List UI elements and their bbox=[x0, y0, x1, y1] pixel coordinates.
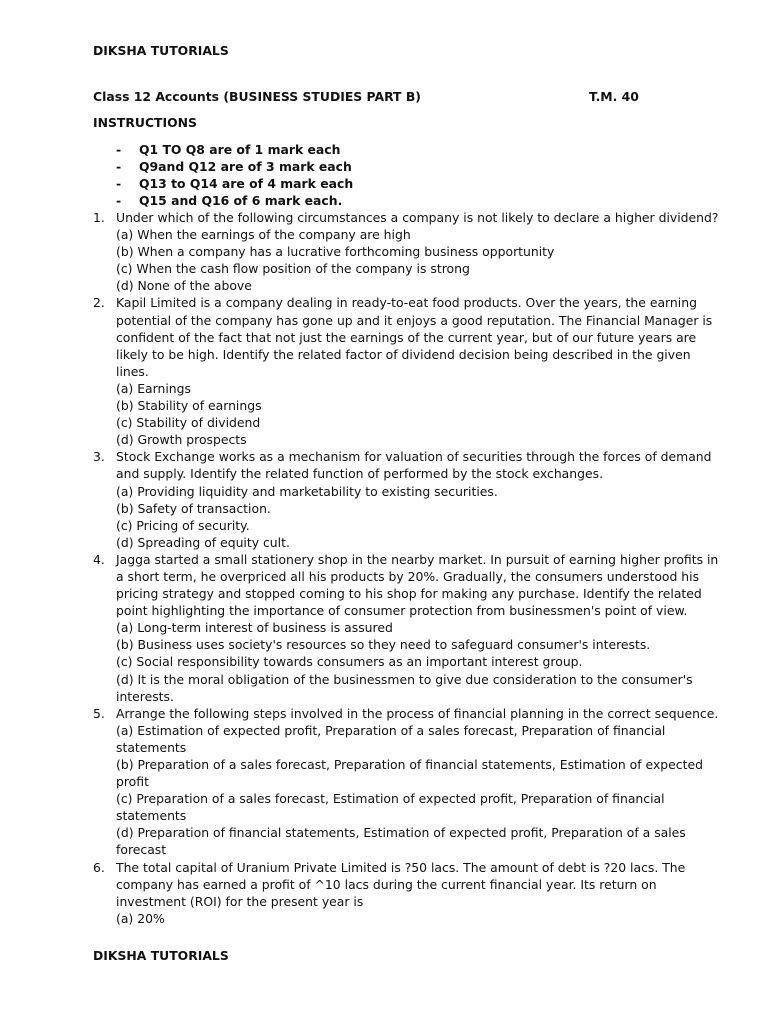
question-item bbox=[93, 209, 719, 294]
instructions-list bbox=[116, 141, 353, 209]
question-text-line: pricing strategy and stopped coming to his shop for making any purchase. Identify the related bbox=[116, 586, 702, 602]
instruction-item bbox=[116, 141, 353, 158]
question-number: 2. bbox=[93, 295, 105, 311]
instruction-text: Q9and Q12 are of 3 mark each bbox=[139, 159, 352, 175]
answer-option: (b) Preparation of a sales forecast, Preparation of financial statements, Estimation of expected bbox=[116, 757, 703, 772]
question-item bbox=[93, 294, 713, 448]
answer-option: forecast bbox=[116, 842, 167, 858]
answer-option: (c) Social responsibility towards consumers as an important interest group. bbox=[116, 654, 583, 670]
answer-option: (c) Stability of dividend bbox=[116, 415, 261, 431]
bullet-dash: - bbox=[116, 159, 122, 175]
answer-option: (b) Stability of earnings bbox=[116, 398, 262, 414]
question-item bbox=[93, 551, 719, 705]
answer-option: (c) When the cash flow position of the company is strong bbox=[116, 261, 470, 277]
answer-option: (d) Spreading of equity cult. bbox=[116, 534, 290, 550]
question-text-line: confident of the fact that not just the earnings of the current year, but of our future years are bbox=[116, 329, 697, 345]
question-text-line: Under which of the following circumstances a company is not likely to declare a higher dividend? bbox=[116, 210, 719, 225]
question-number: 6. bbox=[93, 859, 105, 875]
test-marks: T.M. 40 bbox=[589, 89, 639, 104]
instruction-text: Q1 TO Q8 are of 1 mark each bbox=[139, 142, 341, 157]
question-number: 4. bbox=[93, 551, 105, 567]
question-text-line: Kapil Limited is a company dealing in ready-to-eat food products. Over the years, the earning bbox=[116, 295, 697, 311]
question-text-line: and supply. Identify the related function of performed by the stock exchanges. bbox=[116, 466, 604, 482]
answer-option: (c) Preparation of a sales forecast, Estimation of expected profit, Preparation of financial bbox=[116, 791, 665, 807]
question-text-line: The total capital of Uranium Private Limited is ?50 lacs. The amount of debt is ?20 lacs. The bbox=[116, 859, 686, 875]
answer-option: (d) It is the moral obligation of the businessmen to give due consideration to the consumer's bbox=[116, 671, 693, 687]
question-number: 3. bbox=[93, 449, 105, 465]
question-item bbox=[93, 859, 693, 927]
answer-option: (a) 20% bbox=[116, 910, 165, 926]
page-header: DIKSHA TUTORIALS bbox=[93, 43, 229, 58]
question-text-line: Arrange the following steps involved in the process of financial planning in the correct sequence. bbox=[116, 705, 719, 721]
answer-option: (a) Earnings bbox=[116, 380, 191, 396]
question-text-line: point highlighting the importance of consumer protection from businessmen's point of view. bbox=[116, 603, 688, 619]
instruction-item bbox=[116, 158, 353, 175]
question-item bbox=[93, 705, 719, 859]
question-text-line: potential of the company has gone up and it enjoys a good reputation. The Financial Manager is bbox=[116, 312, 713, 328]
instruction-item bbox=[116, 175, 353, 192]
page-footer: DIKSHA TUTORIALS bbox=[93, 948, 229, 963]
answer-option: (b) When a company has a lucrative forthcoming business opportunity bbox=[116, 244, 555, 260]
question-item bbox=[93, 448, 712, 551]
answer-option: interests. bbox=[116, 688, 174, 704]
answer-option: (a) When the earnings of the company are high bbox=[116, 227, 411, 243]
question-text-line: a short term, he overpriced all his products by 20%. Gradually, the consumers understood his bbox=[116, 568, 700, 584]
question-text-line: likely to be high. Identify the related factor of dividend decision being described in the given bbox=[116, 346, 691, 362]
answer-option: (d) None of the above bbox=[116, 278, 252, 294]
bullet-dash: - bbox=[116, 193, 122, 209]
answer-option: (a) Long-term interest of business is assured bbox=[116, 620, 393, 636]
instruction-item bbox=[116, 192, 353, 209]
question-text-line: company has earned a profit of ^10 lacs during the current financial year. Its return on bbox=[116, 876, 657, 892]
class-title: Class 12 Accounts (BUSINESS STUDIES PART B) bbox=[93, 89, 421, 104]
question-number: 5. bbox=[93, 705, 105, 721]
question-text-line: Stock Exchange works as a mechanism for valuation of securities through the forces of demand bbox=[116, 449, 712, 465]
answer-option: statements bbox=[116, 739, 187, 755]
question-list bbox=[93, 209, 719, 927]
question-number: 1. bbox=[93, 210, 105, 225]
answer-option: (a) Estimation of expected profit, Preparation of a sales forecast, Preparation of financial bbox=[116, 722, 666, 738]
answer-option: statements bbox=[116, 808, 187, 824]
bullet-dash: - bbox=[116, 176, 122, 192]
question-text-line: Jagga started a small stationery shop in the nearby market. In pursuit of earning higher profits in bbox=[116, 551, 719, 567]
question-text-line: investment (ROI) for the present year is bbox=[116, 893, 364, 909]
answer-option: (b) Safety of transaction. bbox=[116, 500, 271, 516]
answer-option: profit bbox=[116, 774, 149, 790]
instruction-text: Q13 to Q14 are of 4 mark each bbox=[139, 176, 354, 192]
question-text-line: lines. bbox=[116, 363, 149, 379]
answer-option: (c) Pricing of security. bbox=[116, 517, 250, 533]
bullet-dash: - bbox=[116, 142, 122, 157]
instruction-text: Q15 and Q16 of 6 mark each. bbox=[139, 193, 343, 209]
answer-option: (b) Business uses society's resources so they need to safeguard consumer's interests. bbox=[116, 637, 651, 653]
instructions-heading: INSTRUCTIONS bbox=[93, 115, 197, 130]
answer-option: (d) Growth prospects bbox=[116, 432, 247, 448]
answer-option: (a) Providing liquidity and marketability to existing securities. bbox=[116, 483, 498, 499]
answer-option: (d) Preparation of financial statements, Estimation of expected profit, Preparation of a sales bbox=[116, 825, 686, 841]
